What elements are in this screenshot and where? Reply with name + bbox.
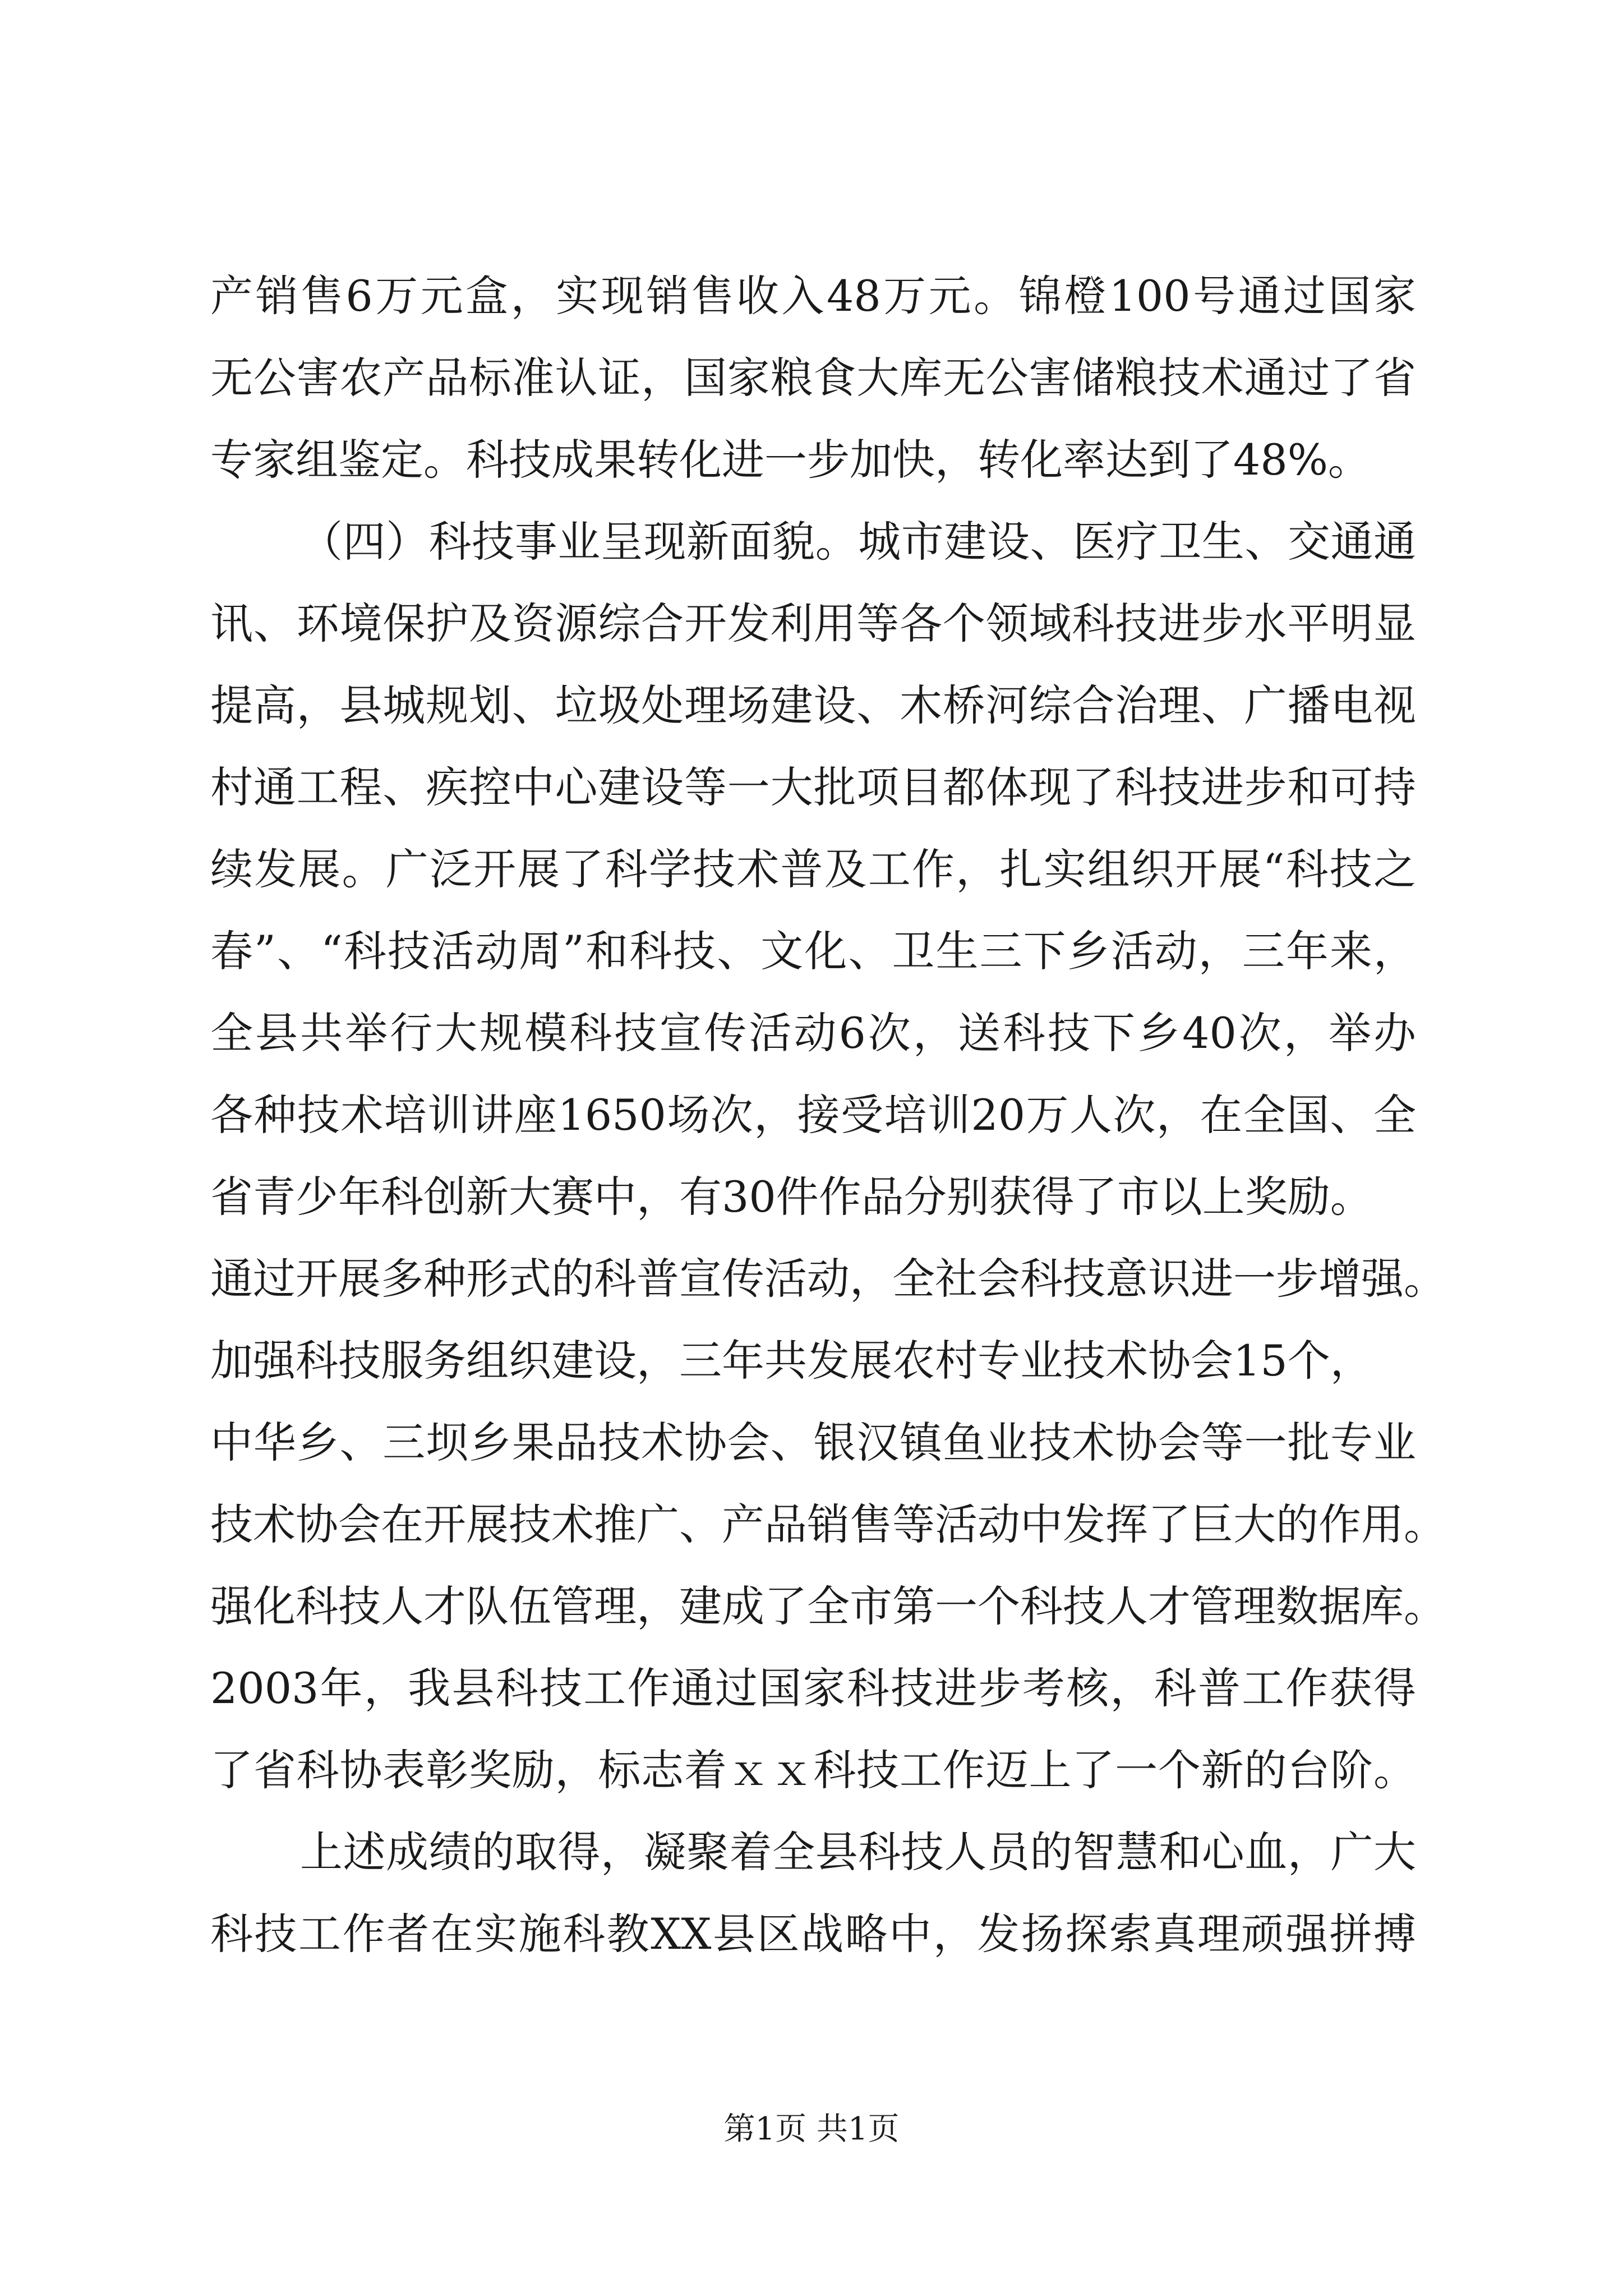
text-line: 专家组鉴定。科技成果转化进一步加快，转化率达到了48%。 bbox=[210, 435, 1371, 485]
text-line: 强化科技人才队伍管理，建成了全市第一个科技人才管理数据库。 bbox=[210, 1581, 1446, 1631]
page-footer: 第1页 共1页 bbox=[723, 2111, 900, 2147]
text-line: 加强科技服务组织建设，三年共发展农村专业技术协会15个， bbox=[210, 1336, 1373, 1386]
text-line: 科技工作者在实施科教XX县区战略中，发扬探索真理顽强拼搏 bbox=[210, 1909, 1416, 1959]
text-line: 提高，县城规划、垃圾处理场建设、木桥河综合治理、广播电视 bbox=[210, 680, 1416, 730]
text-line: 村通工程、疾控中心建设等一大批项目都体现了科技进步和可持 bbox=[210, 762, 1416, 812]
text-line: 2003年，我县科技工作通过国家科技进步考核，科普工作获得 bbox=[210, 1663, 1416, 1713]
text-line: 技术协会在开展技术推广、产品销售等活动中发挥了巨大的作用。 bbox=[210, 1499, 1446, 1549]
text-line: 了省科协表彰奖励，标志着ｘｘ科技工作迈上了一个新的台阶。 bbox=[210, 1745, 1416, 1795]
text-line: 全县共举行大规模科技宣传活动6次，送科技下乡40次，举办 bbox=[210, 1008, 1416, 1058]
text-line: 中华乡、三坝乡果品技术协会、银汉镇鱼业技术协会等一批专业 bbox=[210, 1418, 1416, 1467]
paragraph-start-line: （四）科技事业呈现新面貌。城市建设、医疗卫生、交通通 bbox=[300, 517, 1416, 567]
text-line: 各种技术培训讲座1650场次，接受培训20万人次，在全国、全 bbox=[210, 1090, 1416, 1140]
text-line: 无公害农产品标准认证，国家粮食大库无公害储粮技术通过了省 bbox=[210, 353, 1416, 403]
text-line: 续发展。广泛开展了科学技术普及工作，扎实组织开展“科技之 bbox=[210, 844, 1416, 894]
text-line: 省青少年科创新大赛中，有30件作品分别获得了市以上奖励。 bbox=[210, 1172, 1373, 1222]
paragraph-start-line: 上述成绩的取得，凝聚着全县科技人员的智慧和心血，广大 bbox=[300, 1827, 1416, 1877]
text-line: 通过开展多种形式的科普宣传活动，全社会科技意识进一步增强。 bbox=[210, 1254, 1446, 1304]
text-line: 产销售6万元盒，实现销售收入48万元。锦橙100号通过国家 bbox=[210, 271, 1416, 321]
body-text bbox=[210, 255, 1446, 1975]
text-line: 春”、“科技活动周”和科技、文化、卫生三下乡活动，三年来， bbox=[210, 926, 1416, 976]
text-line: 讯、环境保护及资源综合开发利用等各个领域科技进步水平明显 bbox=[210, 599, 1416, 648]
